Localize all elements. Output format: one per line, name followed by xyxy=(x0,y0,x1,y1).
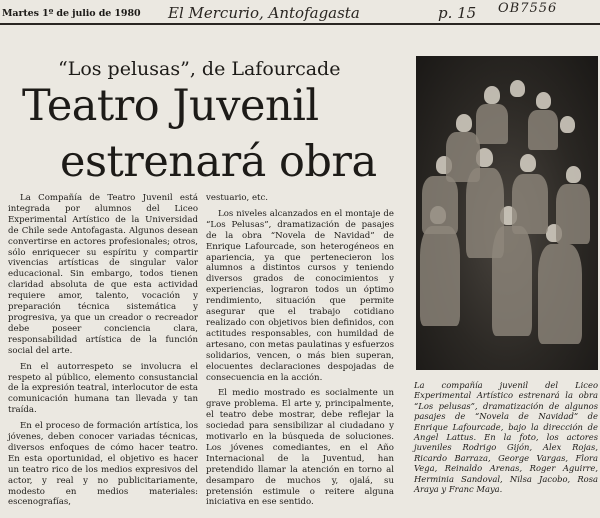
headline-line-1: Teatro Juvenil xyxy=(22,81,319,131)
paragraph: El medio mostrado es socialmente un grave problema. El arte y, principalmente, el teatro debe mostrar, debe reflejar la sociedad para sensibilizar al ciudadano y motivarlo en la búsqueda de soluciones. Los jóvenes comediantes, en el Año Internacional de la Juventud, han pretendido llamar la atención en torno al desamparo de muchos y, ojalá, su pretensión estimule o reitere alguna iniciativa en ese sentido. xyxy=(206,388,394,508)
paragraph: En el proceso de formación artística, los jóvenes, deben conocer variadas técnicas, diversos enfoques de cómo hacer teatro. En esta oportunidad, el objetivo es hacer un teatro rico de los medios expresivos del actor, y real y no publicitariamente, modesto en medios materiales: escenografías, xyxy=(8,421,198,508)
article-subhead: “Los pelusas”, de Lafourcade xyxy=(58,58,341,80)
handwritten-archive-code: OB7556 xyxy=(498,1,558,16)
photo-caption: La compañía juvenil del Liceo Experimental Artístico estrenará la obra “Los pelusas”, dramatización de algunos pasajes de “Novela de Navidad” de Enrique Lafourcade, bajo la dirección de Angel Lattus. En la foto, los actores juveniles Rodrigo Gijón, Alex Rojas, Ricardo Barraza, George Vargas, Flora Vega, Reinaldo Arenas, Roger Aguirre, Herminia Sandoval, Nilsa Jacobo, Rosa Araya y Franc Maya. xyxy=(414,380,598,495)
publication-date: Martes 1º de julio de 1980 xyxy=(2,8,141,19)
article-column-1 xyxy=(8,193,198,513)
masthead-rule xyxy=(0,23,600,25)
handwritten-source-note: El Mercurio, Antofagasta xyxy=(168,4,360,22)
group-photo-of-actors xyxy=(416,56,598,370)
article-column-2 xyxy=(206,193,394,513)
paragraph: En el autorrespeto se involucra el respeto al público, elemento consustancial de la expresión teatral, interlocutor de esta comunicación humana tan llevada y tan traída. xyxy=(8,361,198,416)
paragraph: La Compañía de Teatro Juvenil está integrada por alumnos del Liceo Experimental Artístico de la Universidad de Chile sede Antofagasta. Algunos desean convertirse en actores profesionales; otros, sólo enriquecer su espíritu y compartir vivencias artísticas de singular valor educacional. Sin embargo, todos tienen claridad absoluta de que esta actividad requiere amor, talento, vocación y preparación técnica sistemática y progresiva, ya que un creador o recreador debe poseer conciencia clara, responsabilidad artística de la función social del arte. xyxy=(8,193,198,356)
paragraph: Los niveles alcanzados en el montaje de “Los Pelusas”, dramatización de pasajes de la obra “Novela de Navidad” de Enrique Lafourcade, son heterogéneos en apariencia, ya que pertenecieron los alumnos a distintos cursos y teniendo diversos grados de conocimientos y experiencias, lograron todos un óptimo rendimiento, situación que permite asegurar que el trabajo cotidiano realizado con objetivos bien definidos, con actitudes responsables, con humildad de artesano, con metas paulatinas y esfuerzos solidarios, vencen, o más bien superan, elocuentes declaraciones despojadas de consecuencia en la acción. xyxy=(206,208,394,383)
headline-line-2: estrenará obra xyxy=(60,137,377,187)
handwritten-page-note: p. 15 xyxy=(438,4,477,22)
paragraph: vestuario, etc. xyxy=(206,193,269,203)
